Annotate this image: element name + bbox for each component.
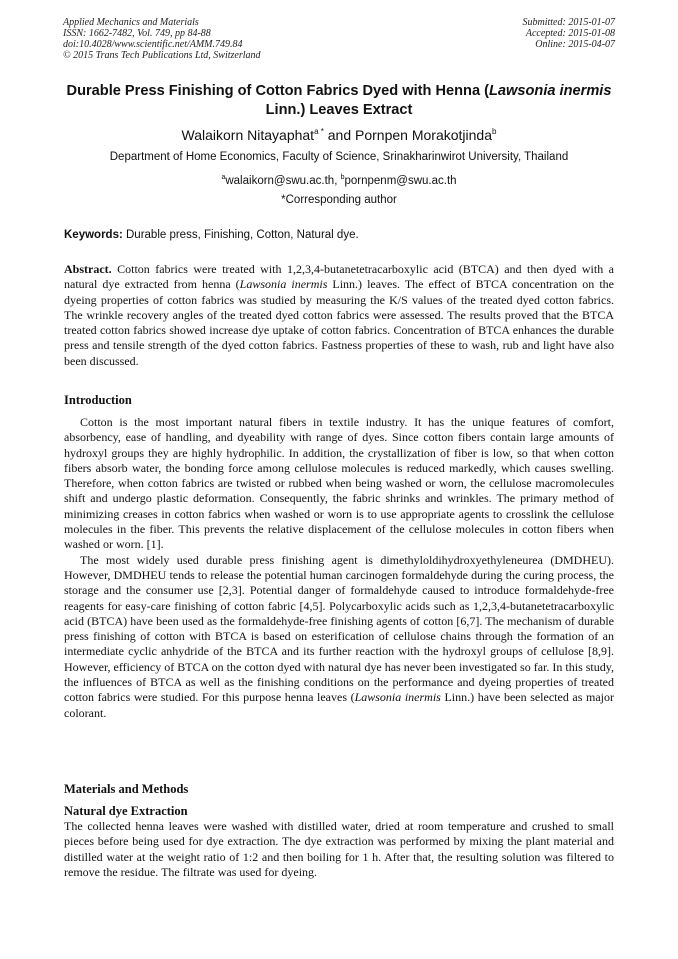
affiliation: Department of Home Economics, Faculty of Science, Srinakharinwirot University, Thailand <box>109 151 569 163</box>
keywords <box>64 228 614 242</box>
accepted-date: Accepted: 2015-01-08 <box>525 28 615 39</box>
paragraph-2-text-1: The most widely used durable press finishing agent is dimethyloldihydroxyethyleneurea (DMDHEU). However, DMDHEU tends to release the potential human carcinogen formaldehyde during the curing process, the storage and the consumer use [2,3]. Potential danger of formaldehyde caused to introduce formaldehyde-free reagents for easy-care finishing of cotton fabric [4,5]. Polycarboxylic acids such as 1,2,3,4-butanetetracarboxylic acid (BTCA) have been used as the formaldehyde-free finishing agents of cotton [6,7]. The mechanism of durable press finishing of cotton with BTCA is based on esterification of cellulose chains through the formation of an intermediate cyclic anhydride of the BTCA and its further reaction with the hydroxyl groups of cellulose [8,9]. However, efficiency of BTCA on the cotton dyed with natural dye has never been investigated so far. In this study, the influences of BTCA as well as the finishing conditions on the performance and dyeing properties of treated cotton fabrics were studied. For this purpose henna leaves ( <box>64 552 614 705</box>
keywords-text: Durable press, Finishing, Cotton, Natural dye. <box>122 229 359 241</box>
author-1: Walaikorn Nitayaphat <box>181 127 315 143</box>
title-part-1: Durable Press Finishing of Cotton Fabrics Dyed with Henna ( <box>66 83 489 99</box>
introduction-heading: Introduction <box>64 393 132 407</box>
abstract-text-1: Cotton fabrics were treated with 1,2,3,4-butanetetracarboxylic acid (BTCA) and then dyed with a natural dye extracted from henna ( <box>64 262 614 292</box>
keywords-label: Keywords: <box>64 229 123 241</box>
email-b-marker: b <box>340 174 345 181</box>
paragraph-2-species-name: Lawsonia inermis <box>354 690 441 705</box>
submitted-date: Submitted: 2015-01-07 <box>522 17 615 28</box>
journal-info <box>63 17 261 61</box>
journal-name: Applied Mechanics and Materials <box>63 17 199 28</box>
author-2-marker: b <box>492 127 497 136</box>
corresponding-author-note: *Corresponding author <box>281 194 397 206</box>
abstract <box>64 262 614 369</box>
abstract-species-name: Lawsonia inermis <box>239 277 328 292</box>
abstract-label: Abstract. <box>64 262 112 276</box>
paragraph-2-text-2: Linn.) have been selected as major colorant. <box>64 690 614 720</box>
title-part-2: Linn.) Leaves Extract <box>265 102 413 118</box>
author-1-marker: a * <box>314 127 324 136</box>
introduction-paragraph-1: Cotton is the most important natural fibers in textile industry. It has the unique features of comfort, absorbency, ease of handling, and dyeability with range of dyes. Since cotton fibers contain large amounts of hydroxyl groups they are highly hydrophilic. In addition, the crystallization of fiber is low, so that when cotton fibers absorb water, the bonding force among cellulose molecules is reduced markedly, which causes swelling. Therefore, when cotton fabrics are twisted or rubbed when being washed or worn, the cellulose macromolecules shift and undergo plastic deformation. Consequently, the fabric shrinks and wrinkles. The primary method of minimizing creases in cotton fabrics when washed or worn is to use appropriate agents to crosslink the cellulose molecules in the fiber. This prevents the relative displacement of the cellulose molecules in cotton fibers when washed or worn. [1]. <box>64 415 614 552</box>
natural-dye-extraction-heading: Natural dye Extraction <box>64 804 188 818</box>
natural-dye-extraction-text: The collected henna leaves were washed with distilled water, dried at room temperature and crushed to small pieces before being used for dye extraction. The dye extraction was performed by mixing the plant material and distilled water at the weight ratio of 1:2 and then boiling for 1 h. After that, the resulting solution was filtered to remove the residue. The filtrate was used for dyeing. <box>64 819 614 879</box>
introduction-body <box>64 415 614 721</box>
author-conjunction: and <box>323 127 356 143</box>
journal-doi: doi:10.4028/www.scientific.net/AMM.749.84 <box>63 39 243 50</box>
journal-copyright: © 2015 Trans Tech Publications Ltd, Switzerland <box>63 50 261 61</box>
journal-issn: ISSN: 1662-7482, Vol. 749, pp 84-88 <box>63 28 211 39</box>
author-2: Pornpen Morakotjinda <box>355 127 492 143</box>
paper-title <box>50 82 628 120</box>
introduction-paragraph-2 <box>64 553 614 721</box>
abstract-text-2: Linn.) leaves. The effect of BTCA concentration on the dyeing properties of cotton fabrics was studied by measuring the K/S values of the treated dyed cotton fabrics. The wrinkle recovery angles of the treated dyed cotton fabrics were assessed. The results proved that the BTCA treated cotton fabrics showed increase dye uptake of cotton fabrics. Concentration of BTCA enhances the durable press and tensile strength of the dyed cotton fabrics. Fastness properties of these to wash, rub and light have also been discussed. <box>64 277 614 368</box>
email-b[interactable]: pornpenm@swu.ac.th <box>344 175 457 187</box>
author-list <box>40 123 638 144</box>
submission-dates <box>523 17 616 50</box>
email-a-marker: a <box>221 174 226 181</box>
online-date: Online: 2015-04-07 <box>535 39 615 50</box>
email-a[interactable]: walaikorn@swu.ac.th, <box>225 175 341 187</box>
materials-methods-heading: Materials and Methods <box>64 782 189 796</box>
title-species-name: Lawsonia inermis <box>489 83 612 99</box>
author-emails <box>40 171 638 188</box>
